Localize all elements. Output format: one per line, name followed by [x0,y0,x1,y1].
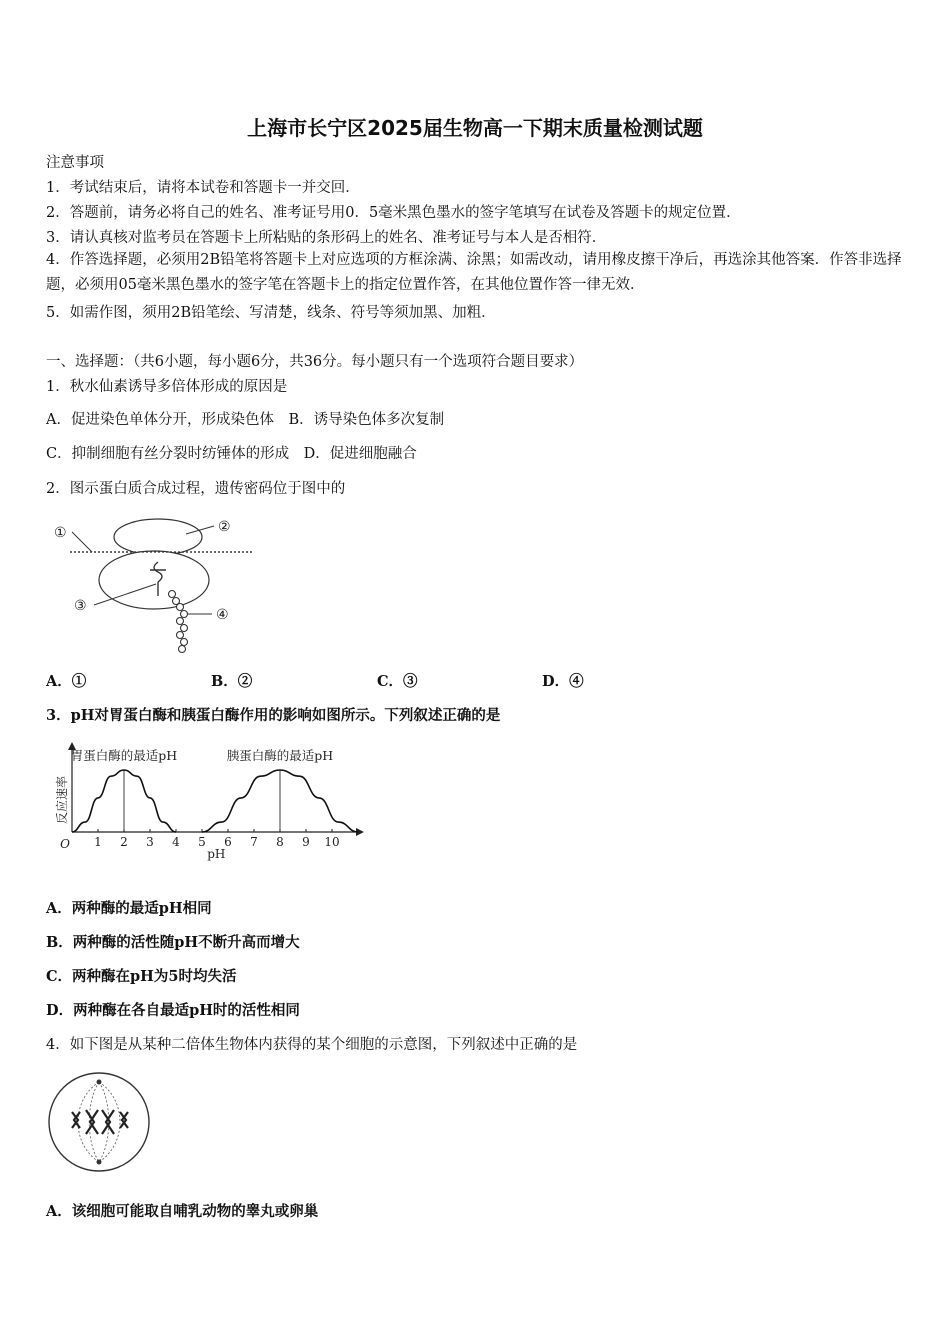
origin-label: O [60,837,70,851]
q2-stem: 2．图示蛋白质合成过程，遗传密码位于图中的 [46,481,346,497]
q4-stem: 4．如下图是从某种二倍体生物体内获得的某个细胞的示意图，下列叙述中正确的是 [46,1037,578,1053]
ribosome-diagram [46,510,256,660]
x-tick-label: 7 [250,835,258,849]
q1-options-row-1: A．促进染色单体分开，形成染色体 B．诱导染色体多次复制 [46,412,445,428]
x-tick-label: 1 [94,835,102,849]
q2-option-b: B．② [211,673,253,690]
q4-option-a: A．该细胞可能取自哺乳动物的睾丸或卵巢 [46,1203,319,1220]
x-tick-label: 4 [172,835,180,849]
x-tick-label: 3 [146,835,154,849]
notice-item-5: 5．如需作图，须用2B铅笔绘、写清楚，线条、符号等须加黑、加粗． [46,305,496,321]
x-tick-label: 10 [324,835,340,849]
diagram-label-1: ① [54,525,67,541]
notice-heading: 注意事项 [46,155,104,171]
x-tick-label: 9 [302,835,310,849]
notice-item-2: 2．答题前，请务必将自己的姓名、准考证号用0．5毫米黑色墨水的签字笔填写在试卷及答题卡的规定位置． [46,205,741,221]
q3-option-c: C．两种酶在pH为5时均失活 [46,968,237,985]
notice-item-3: 3．请认真核对监考员在答题卡上所粘贴的条形码上的姓名、准考证号与本人是否相符． [46,230,607,246]
q2-option-c: C．③ [377,673,418,690]
x-tick-label: 2 [120,835,128,849]
diagram-label-4: ④ [216,607,229,623]
q3-option-d: D．两种酶在各自最适pH时的活性相同 [46,1002,300,1019]
series-label-2: 胰蛋白酶的最适pH [226,748,334,763]
notice-item-1: 1．考试结束后，请将本试卷和答题卡一并交回． [46,180,360,196]
x-tick-label: 6 [224,835,232,849]
diagram-label-3: ③ [74,598,87,614]
section-heading: 一、选择题：（共6小题，每小题6分，共36分。每小题只有一个选项符合题目要求） [46,354,584,370]
q1-options-row-2: C．抑制细胞有丝分裂时纺锤体的形成 D．促进细胞融合 [46,446,417,462]
q1-stem: 1．秋水仙素诱导多倍体形成的原因是 [46,379,288,395]
notice-item-4: 4．作答选择题，必须用2B铅笔将答题卡上对应选项的方框涂满、涂黑；如需改动，请用橡皮擦干净后，再选涂其他答案．作答非选择题，必须用05毫米黑色墨水的签字笔在答题卡上的指定位置作答，在其他位置作答一律无效． [46,252,902,293]
series-label-1: 胃蛋白酶的最适pH [70,748,178,763]
x-axis-label: pH [207,847,226,861]
page-title: 上海市长宁区2025届生物高一下期末质量检测试题 [247,116,703,140]
x-tick-label: 5 [198,835,206,849]
q3-option-a: A．两种酶的最适pH相同 [46,900,212,917]
ph-enzyme-chart [46,740,376,870]
x-tick-label: 8 [276,835,284,849]
q2-option-d: D．④ [542,673,584,690]
cell-division-diagram [46,1070,152,1174]
y-axis-label: 反应速率 [55,775,69,825]
q2-option-a: A．① [46,673,87,690]
q3-stem: 3．pH对胃蛋白酶和胰蛋白酶作用的影响如图所示。下列叙述正确的是 [46,707,501,724]
diagram-label-2: ② [218,519,231,535]
q3-option-b: B．两种酶的活性随pH不断升高而增大 [46,934,300,951]
